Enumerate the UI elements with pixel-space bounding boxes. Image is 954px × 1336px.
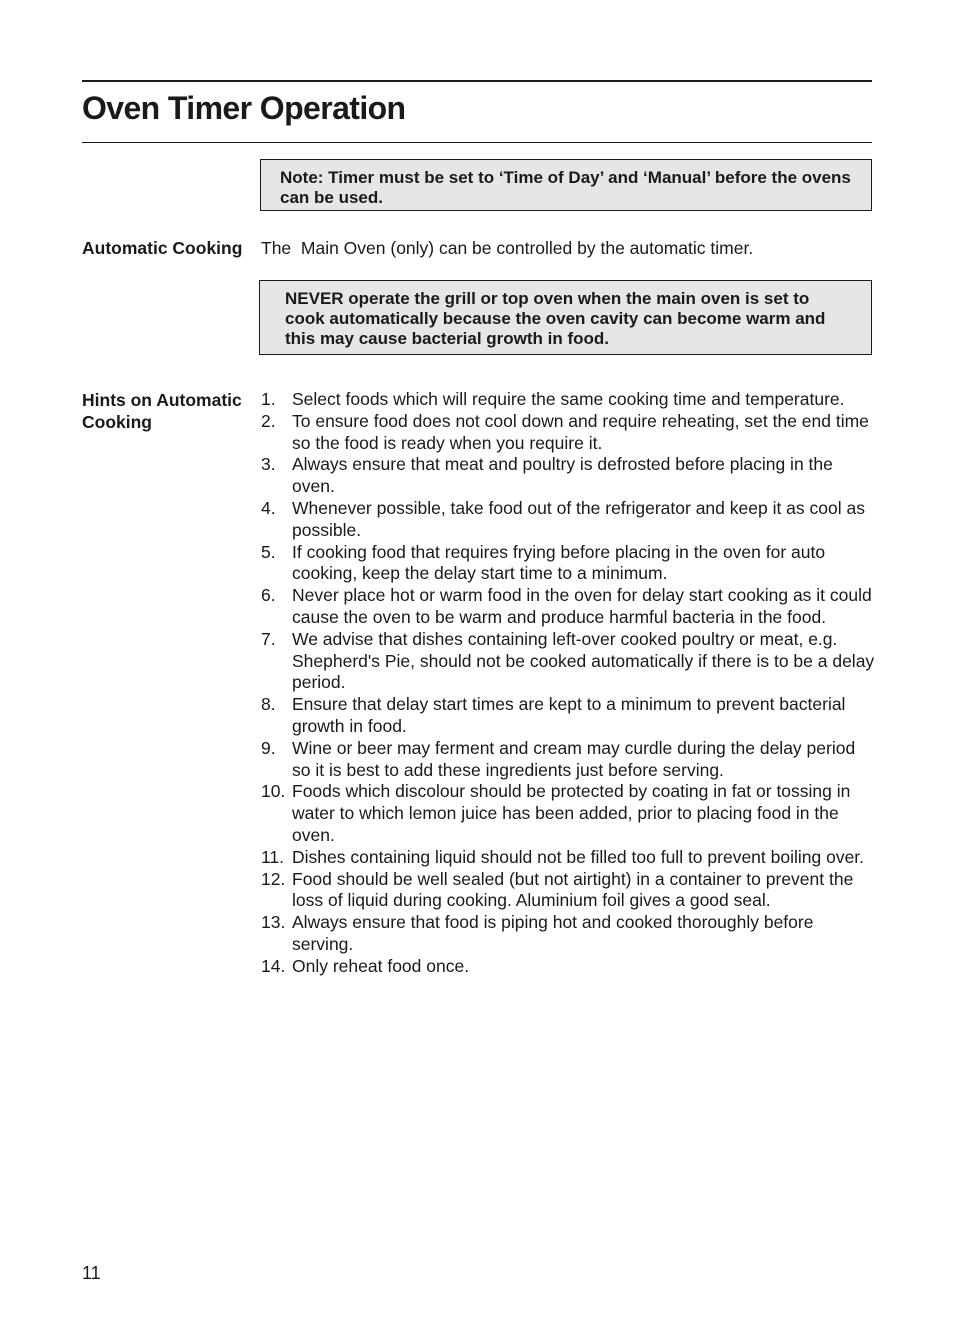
item-text: Food should be well sealed (but not airtight) in a container to prevent the loss of liquid during cooking. Aluminium foil gives a good seal. [292, 868, 854, 911]
hints-list [261, 389, 876, 978]
item-number: 12. [261, 868, 286, 889]
list-item [261, 869, 876, 913]
automatic-cooking-text: The Main Oven (only) can be controlled by the automatic timer. [261, 238, 754, 258]
list-item [261, 781, 876, 846]
item-number: 14. [261, 955, 286, 976]
item-number: 7. [261, 628, 276, 649]
hints-label: Hints on Automatic Cooking [82, 390, 242, 432]
list-item [261, 454, 876, 498]
title-rule [82, 142, 872, 143]
item-text: Wine or beer may ferment and cream may curdle during the delay period so it is best to add these ingredients just before serving. [292, 737, 856, 780]
item-number: 11. [261, 846, 285, 867]
list-item [261, 629, 876, 694]
page-number: 11 [82, 1263, 101, 1283]
list-item [261, 542, 876, 586]
item-text: To ensure food does not cool down and require reheating, set the end time so the food is ready when you require it. [292, 410, 869, 453]
item-text: Foods which discolour should be protected by coating in fat or tossing in water to which lemon juice has been added, prior to placing food in the oven. [292, 781, 851, 845]
list-item [261, 389, 876, 411]
item-number: 9. [261, 737, 276, 758]
item-number: 10. [261, 781, 286, 802]
item-number: 4. [261, 497, 276, 518]
item-text: Whenever possible, take food out of the refrigerator and keep it as cool as possible. [292, 497, 865, 540]
page-title: Oven Timer Operation [82, 90, 406, 126]
automatic-cooking-label: Automatic Cooking [82, 238, 243, 258]
item-text: Ensure that delay start times are kept to a minimum to prevent bacterial growth in food. [292, 694, 846, 736]
item-number: 1. [261, 389, 276, 409]
list-item [261, 498, 876, 542]
list-item [261, 912, 876, 956]
item-text: If cooking food that requires frying before placing in the oven for auto cooking, keep the delay start time to a minimum. [292, 541, 826, 584]
list-item [261, 738, 876, 782]
item-text: Select foods which will require the same cooking time and temperature. [292, 389, 845, 409]
list-item [261, 847, 876, 869]
item-text: Always ensure that food is piping hot and cooked thoroughly before serving. [292, 912, 814, 954]
item-number: 3. [261, 454, 276, 475]
note-box: Note: Timer must be set to ‘Time of Day’ and ‘Manual’ before the ovens can be used. [260, 159, 872, 211]
list-item [261, 956, 876, 978]
item-text: Always ensure that meat and poultry is defrosted before placing in the oven. [292, 454, 833, 497]
item-text: Only reheat food once. [292, 955, 470, 976]
list-item [261, 585, 876, 629]
item-text: Never place hot or warm food in the oven for delay start cooking as it could cause the oven to be warm and produce harmful bacteria in the food. [292, 585, 872, 627]
list-item [261, 411, 876, 455]
warning-box: NEVER operate the grill or top oven when the main oven is set to cook automatically because the oven cavity can become warm and this may cause bacterial growth in food. [259, 280, 872, 355]
item-number: 5. [261, 541, 276, 562]
item-number: 13. [261, 912, 286, 933]
item-text: Dishes containing liquid should not be filled too full to prevent boiling over. [292, 846, 865, 867]
item-number: 6. [261, 585, 276, 606]
top-rule [82, 80, 872, 82]
list-item [261, 694, 876, 738]
item-text: We advise that dishes containing left-over cooked poultry or meat, e.g. Shepherd's Pie, should not be cooked automatically if there is to be a delay period. [292, 628, 875, 693]
item-number: 2. [261, 410, 276, 431]
item-number: 8. [261, 694, 276, 715]
